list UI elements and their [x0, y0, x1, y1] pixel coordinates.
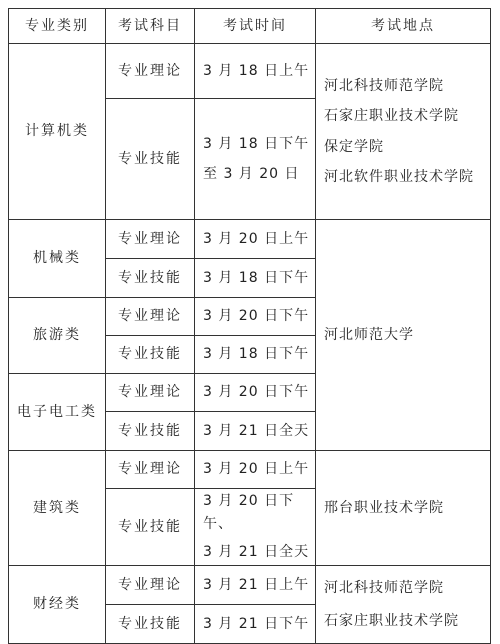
table-row — [9, 220, 491, 259]
subject-cell: 专业理论 — [106, 374, 195, 412]
time-cell — [195, 566, 316, 605]
header-category: 专业类别 — [9, 9, 106, 44]
subject-cell: 专业技能 — [106, 489, 195, 566]
time-cell — [195, 374, 316, 412]
time-line: 3 月 21 日上午 — [203, 576, 310, 593]
table-row — [9, 44, 491, 99]
subject-cell: 专业技能 — [106, 605, 195, 644]
time-cell — [195, 451, 316, 489]
time-cell — [195, 44, 316, 99]
table-row — [9, 451, 491, 489]
category-cell: 机械类 — [9, 220, 106, 298]
time-line: 3 月 21 日全天 — [203, 544, 310, 561]
location-line: 保定学院 — [324, 138, 384, 155]
time-line: 3 月 20 日上午 — [203, 230, 310, 247]
location-line: 河北科技师范学院 — [324, 77, 444, 94]
subject-cell: 专业理论 — [106, 451, 195, 489]
subject-cell: 专业技能 — [106, 412, 195, 451]
header-row — [9, 9, 491, 44]
time-line: 3 月 20 日下午 — [203, 384, 310, 401]
subject-cell: 专业技能 — [106, 336, 195, 374]
subject-cell: 专业理论 — [106, 566, 195, 605]
category-cell: 电子电工类 — [9, 374, 106, 451]
category-cell: 建筑类 — [9, 451, 106, 566]
header-location: 考试地点 — [316, 9, 491, 44]
header-subject: 考试科目 — [106, 9, 195, 44]
location-line: 石家庄职业技术学院 — [324, 108, 459, 125]
exam-schedule-table — [8, 8, 491, 644]
location-cell — [316, 566, 491, 644]
subject-cell: 专业技能 — [106, 259, 195, 298]
time-line: 3 月 20 日下午 — [203, 308, 310, 325]
location-cell — [316, 44, 491, 220]
time-line: 3 月 18 日下午 — [203, 269, 310, 286]
subject-cell: 专业理论 — [106, 298, 195, 336]
location-line: 邢台职业技术学院 — [324, 499, 444, 516]
time-cell — [195, 298, 316, 336]
table-row — [9, 566, 491, 605]
subject-cell: 专业技能 — [106, 99, 195, 220]
time-cell — [195, 99, 316, 220]
time-line: 至 3 月 20 日 — [203, 166, 300, 182]
location-line: 河北科技师范学院 — [324, 580, 444, 597]
time-line: 3 月 20 日上午 — [203, 461, 310, 478]
time-line: 3 月 18 日下午 — [203, 346, 310, 363]
time-cell — [195, 489, 316, 566]
time-cell — [195, 412, 316, 451]
location-line: 石家庄职业技术学院 — [324, 612, 459, 629]
location-line: 河北师范大学 — [324, 326, 414, 343]
header-time: 考试时间 — [195, 9, 316, 44]
time-cell — [195, 259, 316, 298]
time-line: 3 月 18 日下午 — [203, 135, 310, 152]
location-line: 河北软件职业技术学院 — [324, 168, 474, 185]
time-cell — [195, 220, 316, 259]
subject-cell: 专业理论 — [106, 44, 195, 99]
category-cell: 计算机类 — [9, 44, 106, 220]
subject-cell: 专业理论 — [106, 220, 195, 259]
time-line: 3 月 20 日下午、 — [203, 493, 295, 532]
time-line: 3 月 21 日下午 — [203, 615, 310, 632]
category-cell: 旅游类 — [9, 298, 106, 374]
category-cell: 财经类 — [9, 566, 106, 644]
time-cell — [195, 336, 316, 374]
time-line: 3 月 18 日上午 — [203, 62, 310, 79]
time-line: 3 月 21 日全天 — [203, 422, 310, 439]
location-cell — [316, 220, 491, 451]
time-cell — [195, 605, 316, 644]
location-cell — [316, 451, 491, 566]
